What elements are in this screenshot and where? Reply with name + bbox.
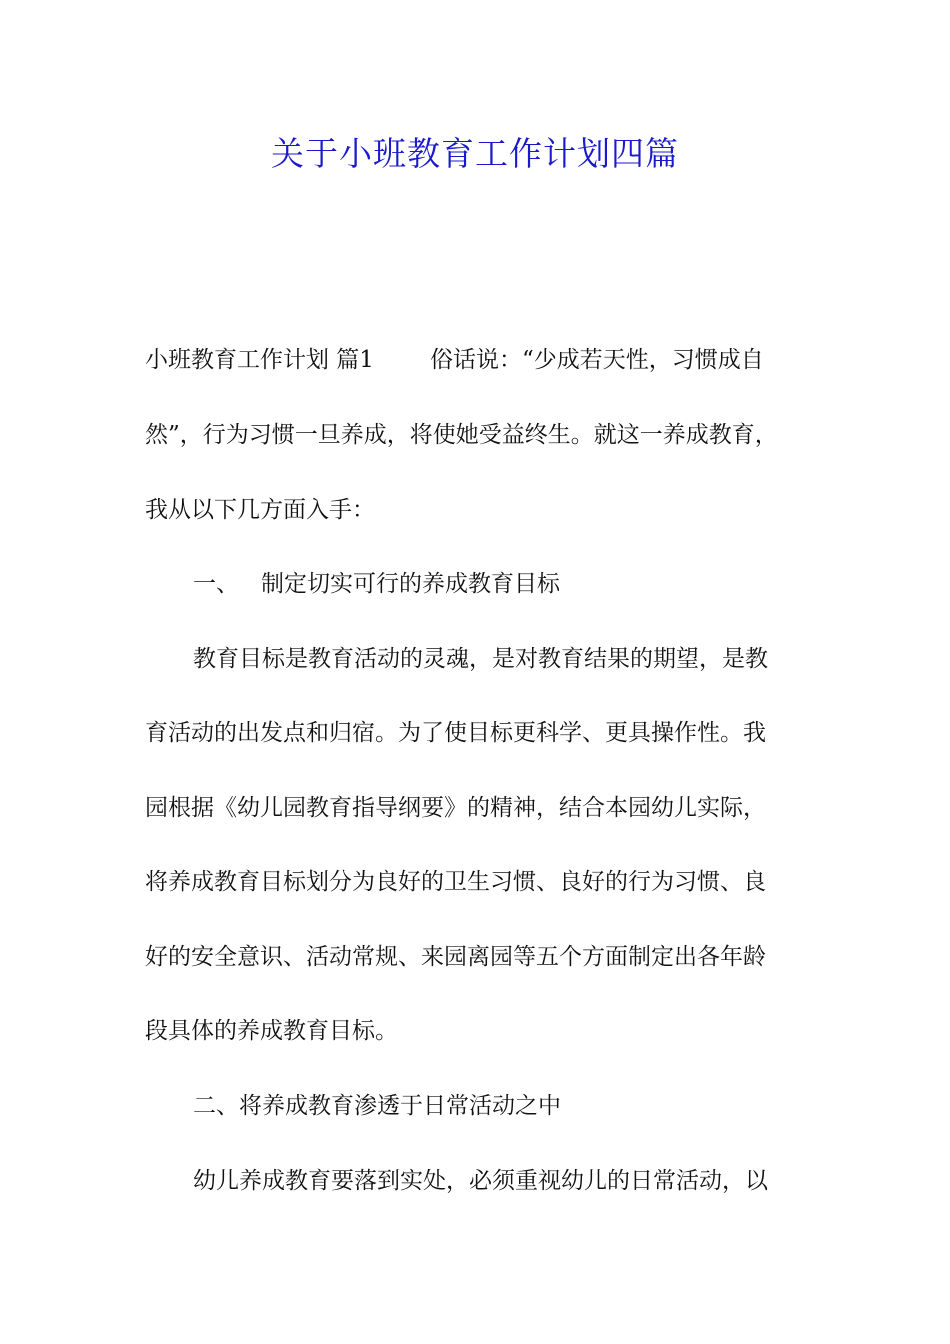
paragraph-text: 俗话说：“少成若天性，习惯成自 <box>429 347 764 373</box>
paragraph-line: 教育目标是教育活动的灵魂，是对教育结果的期望，是教 <box>193 646 768 672</box>
subheading-line: 二、将养成教育渗透于日常活动之中 <box>193 1093 561 1119</box>
subheading-text: 制定切实可行的养成教育目标 <box>261 571 560 597</box>
paragraph-line <box>145 342 820 378</box>
subheading-line <box>193 566 868 602</box>
paragraph-line: 我从以下几方面入手： <box>145 497 375 523</box>
paragraph-line: 幼儿养成教育要落到实处，必须重视幼儿的日常活动，以 <box>193 1168 768 1194</box>
paragraph-line: 然”，行为习惯一旦养成，将使她受益终生。就这一养成教育， <box>145 422 778 448</box>
paragraph-line: 段具体的养成教育目标。 <box>145 1018 398 1044</box>
paragraph-line: 好的安全意识、活动常规、来园离园等五个方面制定出各年龄 <box>145 944 766 970</box>
section-heading: 小班教育工作计划 篇1 <box>145 347 374 373</box>
paragraph-line: 将养成教育目标划分为良好的卫生习惯、良好的行为习惯、良 <box>145 869 766 895</box>
paragraph-line: 育活动的出发点和归宿。为了使目标更科学、更具操作性。我 <box>145 720 766 746</box>
document-title: 关于小班教育工作计划四篇 <box>271 134 679 173</box>
paragraph-line: 园根据《幼儿园教育指导纲要》的精神，结合本园幼儿实际， <box>145 795 766 821</box>
list-marker: 一、 <box>193 571 239 597</box>
